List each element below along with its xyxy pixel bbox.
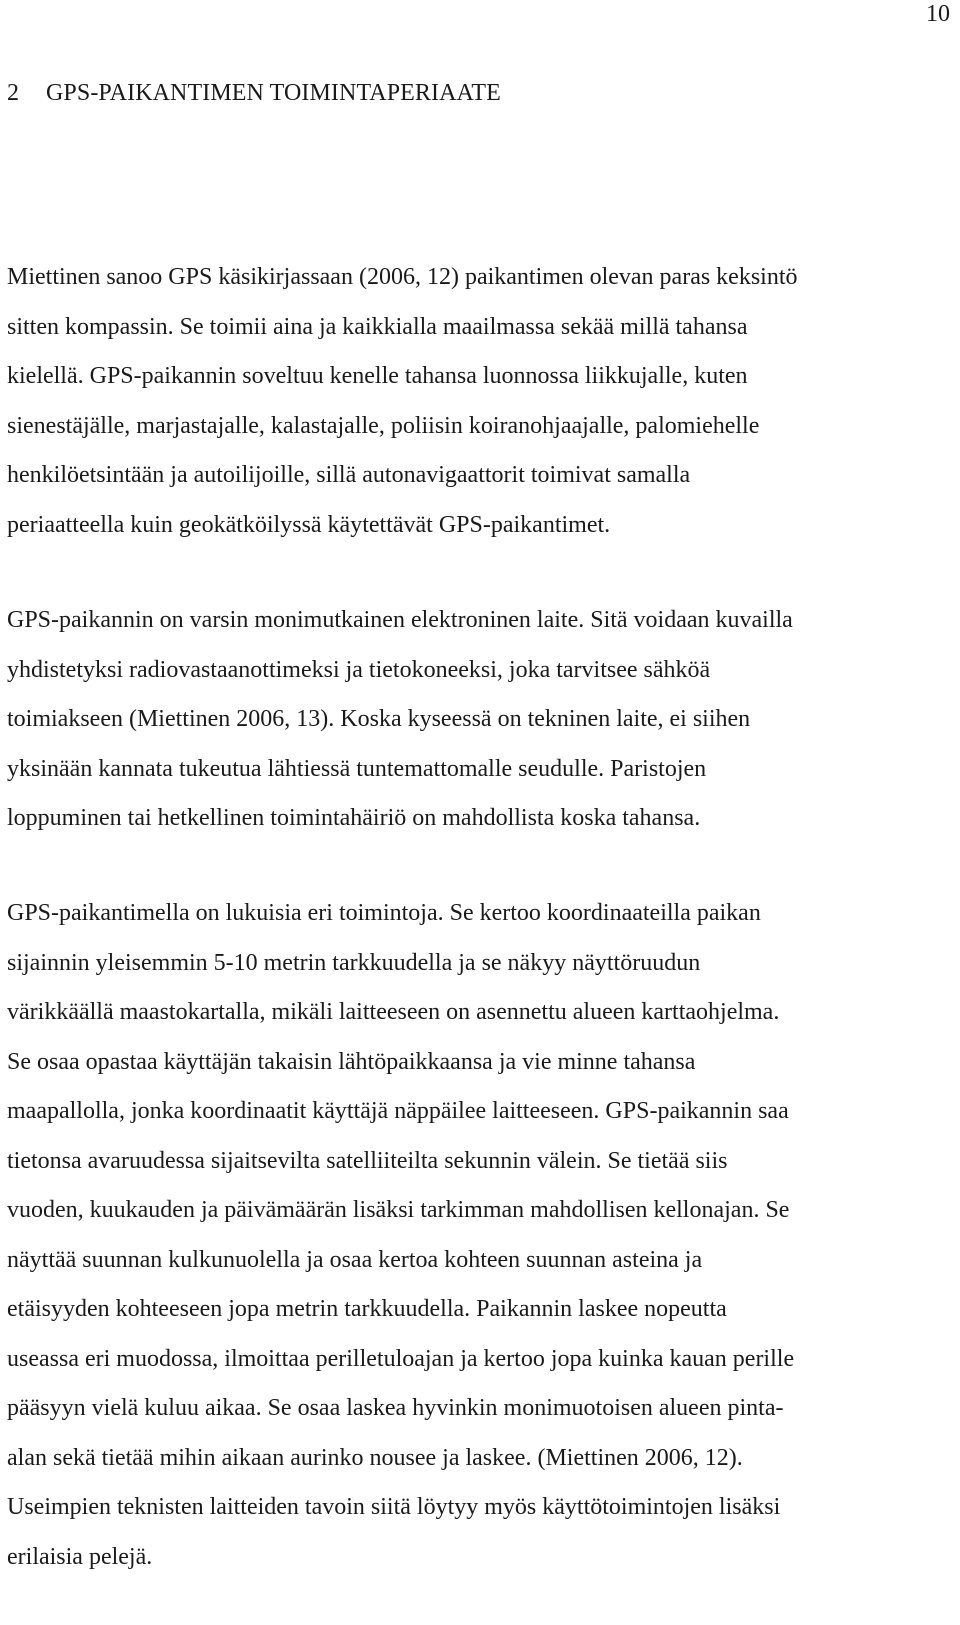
text-line: erilaisia pelejä.: [7, 1543, 153, 1570]
text-line: toimiakseen (Miettinen 2006, 13). Koska kyseessä on tekninen laite, ei siihen: [7, 706, 751, 732]
section-title: GPS-PAIKANTIMEN TOIMINTAPERIAATE: [46, 80, 501, 106]
text-line: yksinään kannata tukeutua lähtiessä tuntemattomalle seudulle. Paristojen: [7, 755, 707, 782]
section-number: 2: [7, 80, 20, 106]
page-number: 10: [926, 1, 950, 27]
paragraph-2: [7, 596, 793, 844]
paragraph-3: [7, 889, 794, 1582]
text-line: etäisyyden kohteeseen jopa metrin tarkkuudella. Paikannin laskee nopeutta: [7, 1296, 727, 1322]
text-line: Se osaa opastaa käyttäjän takaisin lähtöpaikkaansa ja vie minne tahansa: [7, 1048, 696, 1075]
text-line: GPS-paikantimella on lukuisia eri toimintoja. Se kertoo koordinaateilla paikan: [7, 900, 761, 926]
text-line: näyttää suunnan kulkunuolella ja osaa kertoa kohteen suunnan asteina ja: [7, 1246, 703, 1273]
text-line: yhdistetyksi radiovastaanottimeksi ja tietokoneeksi, joka tarvitsee sähköä: [7, 656, 711, 683]
text-line: sitten kompassin. Se toimii aina ja kaikkialla maailmassa sekää millä tahansa: [7, 313, 748, 340]
text-line: loppuminen tai hetkellinen toimintahäiriö on mahdollista koska tahansa.: [7, 805, 701, 831]
text-line: sijainnin yleisemmin 5-10 metrin tarkkuudella ja se näkyy näyttöruudun: [7, 949, 701, 976]
text-line: alan sekä tietää mihin aikaan aurinko nousee ja laskee. (Miettinen 2006, 12).: [7, 1444, 743, 1471]
text-line: useassa eri muodossa, ilmoittaa perilletuloajan ja kertoo jopa kuinka kauan perille: [7, 1345, 795, 1372]
text-line: Miettinen sanoo GPS käsikirjassaan (2006, 12) paikantimen olevan paras keksintö: [7, 264, 798, 290]
text-line: periaatteella kuin geokätköilyssä käytettävät GPS-paikantimet.: [7, 511, 611, 538]
section-heading: [7, 78, 501, 108]
text-line: kielellä. GPS-paikannin soveltuu kenelle tahansa luonnossa liikkujalle, kuten: [7, 363, 748, 389]
text-line: sienestäjälle, marjastajalle, kalastajalle, poliisin koiranohjaajalle, palomiehelle: [7, 412, 760, 439]
paragraph-1: [7, 253, 798, 550]
text-line: henkilöetsintään ja autoilijoille, sillä autonavigaattorit toimivat samalla: [7, 462, 691, 488]
text-line: Useimpien teknisten laitteiden tavoin siitä löytyy myös käyttötoimintojen lisäksi: [7, 1494, 781, 1520]
text-line: maapallolla, jonka koordinaatit käyttäjä näppäilee laitteeseen. GPS-paikannin saa: [7, 1098, 789, 1124]
text-line: värikkäällä maastokartalla, mikäli laitteeseen on asennettu alueen karttaohjelma.: [7, 999, 780, 1025]
text-line: GPS-paikannin on varsin monimutkainen elektroninen laite. Sitä voidaan kuvailla: [7, 607, 793, 633]
text-line: pääsyyn vielä kuluu aikaa. Se osaa laskea hyvinkin monimuotoisen alueen pinta-: [7, 1395, 784, 1421]
text-line: tietonsa avaruudessa sijaitsevilta satelliiteilta sekunnin välein. Se tietää siis: [7, 1147, 728, 1174]
text-line: vuoden, kuukauden ja päivämäärän lisäksi tarkimman mahdollisen kellonajan. Se: [7, 1197, 790, 1223]
